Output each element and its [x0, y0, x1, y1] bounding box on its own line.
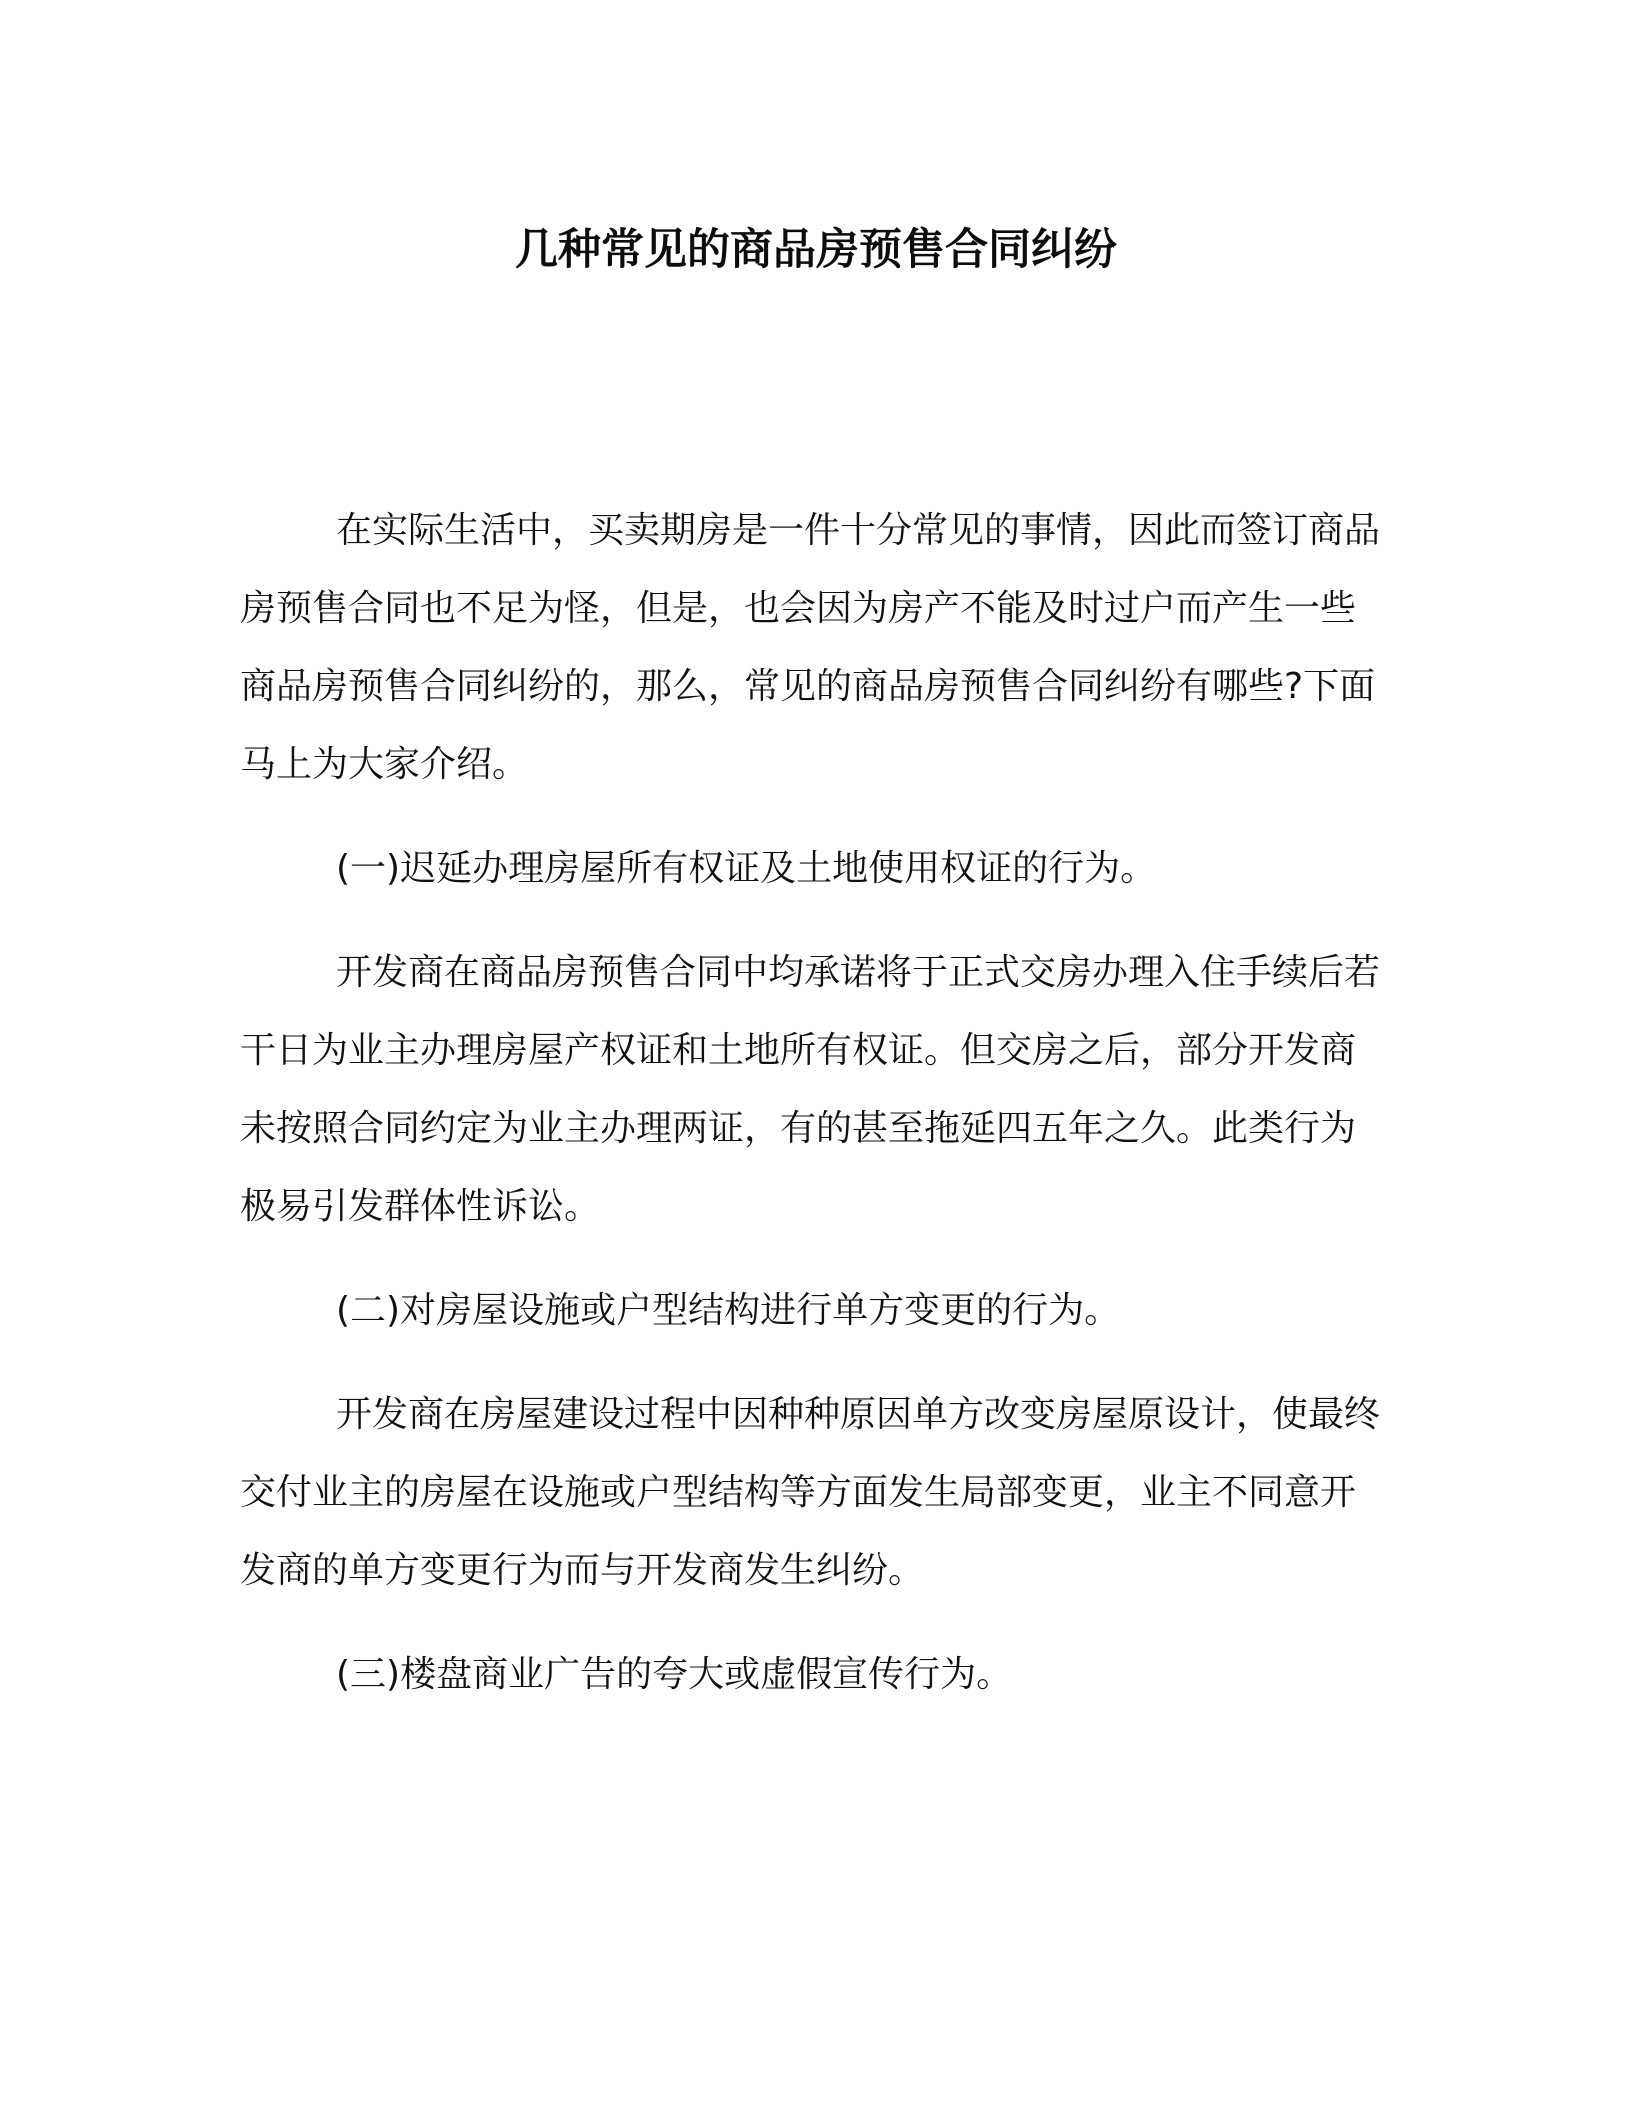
document-body — [240, 492, 1380, 1740]
section-3-heading: (三)楼盘商业广告的夸大或虚假宣传行为。 — [336, 1654, 1013, 1695]
intro-paragraph: 在实际生活中，买卖期房是一件十分常见的事情，因此而签订商品房预售合同也不足为怪，但是，也会因为房产不能及时过户而产生一些商品房预售合同纠纷的，那么，常见的商品房预售合同纠纷有哪些?下面马上为大家介绍。 — [240, 510, 1381, 785]
section-2-paragraph: 开发商在房屋建设过程中因种种原因单方改变房屋原设计，使最终交付业主的房屋在设施或户型结构等方面发生局部变更，业主不同意开发商的单方变更行为而与开发商发生纠纷。 — [240, 1394, 1381, 1591]
document-title: 几种常见的商品房预售合同纠纷 — [515, 225, 1117, 275]
section-1-paragraph: 开发商在商品房预售合同中均承诺将于正式交房办理入住手续后若干日为业主办理房屋产权证和土地所有权证。但交房之后，部分开发商未按照合同约定为业主办理两证，有的甚至拖延四五年之久。此类行为极易引发群体性诉讼。 — [240, 952, 1381, 1227]
section-1-heading: (一)迟延办理房屋所有权证及土地使用权证的行为。 — [336, 848, 1157, 889]
section-2-heading: (二)对房屋设施或户型结构进行单方变更的行为。 — [336, 1290, 1121, 1331]
